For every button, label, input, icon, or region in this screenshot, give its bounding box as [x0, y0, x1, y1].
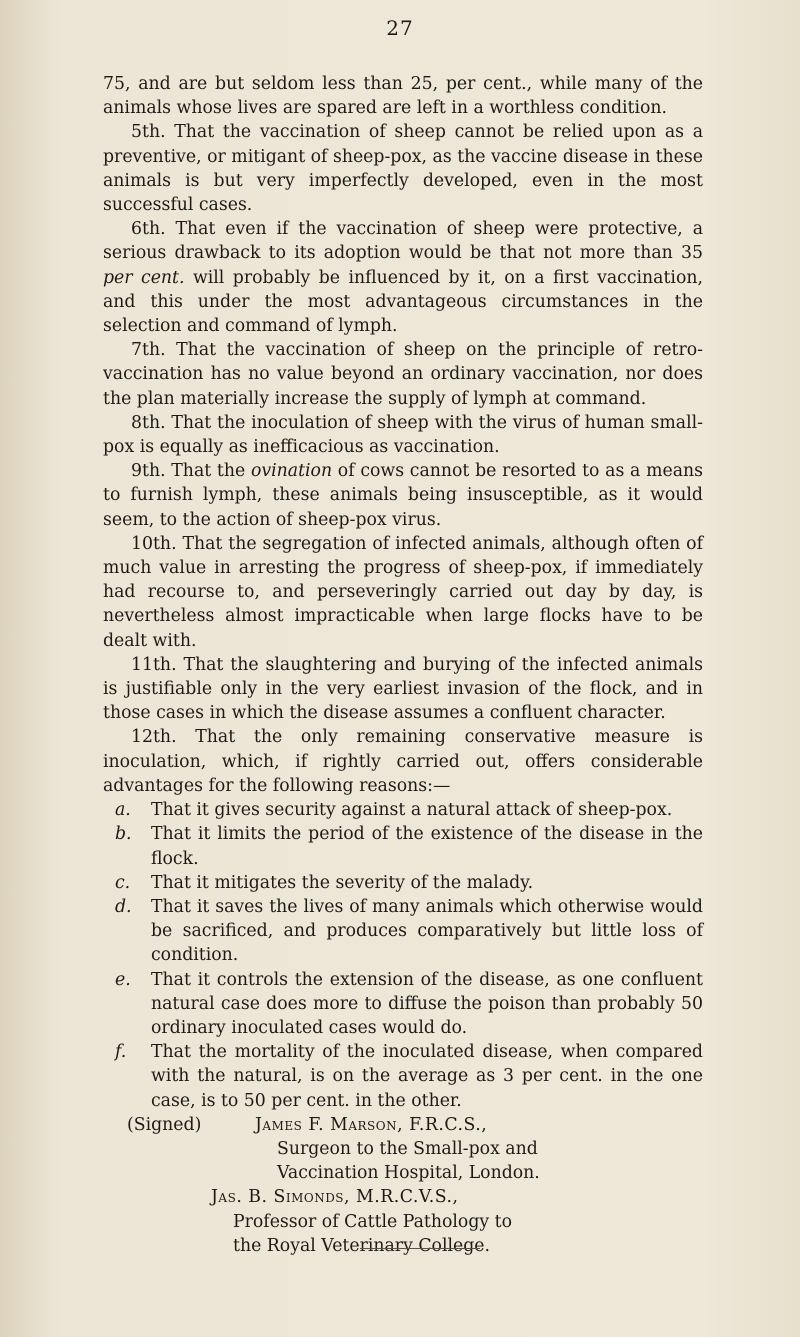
conclusion-11th: 11th. That the slaughtering and burying of the infected animals is justifiable only in the very earliest invasion of the flock, and in those cases in which the disease assumes a confluent character. — [103, 654, 703, 724]
signatory-simonds-title-1: Professor of Cattle Pathology to — [233, 1211, 512, 1232]
conclusion-9th: 9th. That the ovination of cows cannot be resorted to as a means to furnish lymph, these animals being insusceptible, as it would seem, to the action of sheep-pox virus. — [103, 461, 703, 530]
opening-paragraph: 75, and are but seldom less than 25, per cent., while many of the animals whose lives are spared are left in a worthless condition. — [103, 74, 703, 119]
reason-item: a. That it gives security against a natural attack of sheep-pox. — [115, 800, 673, 821]
conclusion-8th: 8th. That the inoculation of sheep with the virus of human small-pox is equally as inefficacious as vaccination. — [103, 412, 703, 458]
reason-item: b. That it limits the period of the existence of the disease in the flock. — [115, 824, 703, 869]
signatory-marson-title-1: Surgeon to the Small-pox and — [277, 1138, 538, 1159]
reason-item: e. That it controls the extension of the disease, as one confluent natural case does more to diffuse the poison than probably 50 ordinary inoculated cases would do. — [115, 969, 703, 1038]
conclusion-7th: 7th. That the vaccination of sheep on the principle of retro-vaccination has no value beyond an ordinary vaccination, nor does the plan materially increase the supply of lymph at command. — [103, 340, 703, 409]
signatory-marson-title-2: Vaccination Hospital, London. — [277, 1163, 540, 1184]
reason-item: c. That it mitigates the severity of the malady. — [115, 872, 534, 893]
signatory-simonds: Jas. B. Simonds, M.R.C.V.S., — [211, 1187, 459, 1208]
signature-block — [103, 1113, 703, 1258]
closing-rule — [360, 1248, 480, 1249]
reason-item: f. That the mortality of the inoculated disease, when compared with the natural, is on the average as 3 per cent. in the one case, is to 50 per cent. in the other. — [115, 1042, 703, 1111]
reason-item: d. That it saves the lives of many animals which otherwise would be sacrificed, and produces comparatively but little loss of condition. — [115, 896, 703, 966]
page-number: 27 — [386, 16, 414, 40]
body-text — [103, 72, 703, 1258]
conclusion-6th: 6th. That even if the vaccination of sheep were protective, a serious drawback to its adoption would be that not more than 35 per cent. will probably be influenced by it, on a first vaccination, and this under the most advantageous circumstances in the selection and command of lymph. — [103, 219, 703, 337]
conclusion-5th: 5th. That the vaccination of sheep cannot be relied upon as a preventive, or mitigant of sheep-pox, as the vaccine disease in these animals is but very imperfectly developed, even in the most successful cases. — [103, 122, 703, 216]
conclusion-10th: 10th. That the segregation of infected animals, although often of much value in arresting the progress of sheep-pox, if immediately had recourse to, and perseveringly carried out day by day, is nevertheless almost impracticable when large flocks have to be dealt with. — [103, 533, 703, 651]
reasons-list — [103, 798, 703, 1113]
signatory-marson: James F. Marson, F.R.C.S., — [255, 1114, 488, 1135]
signatory-simonds-title-2: the Royal Veterinary College. — [233, 1235, 491, 1256]
signed-label: (Signed) — [127, 1114, 202, 1135]
conclusion-12th: 12th. That the only remaining conservative measure is inoculation, which, if rightly carried out, offers considerable advantages for the following reasons:— — [103, 727, 703, 796]
